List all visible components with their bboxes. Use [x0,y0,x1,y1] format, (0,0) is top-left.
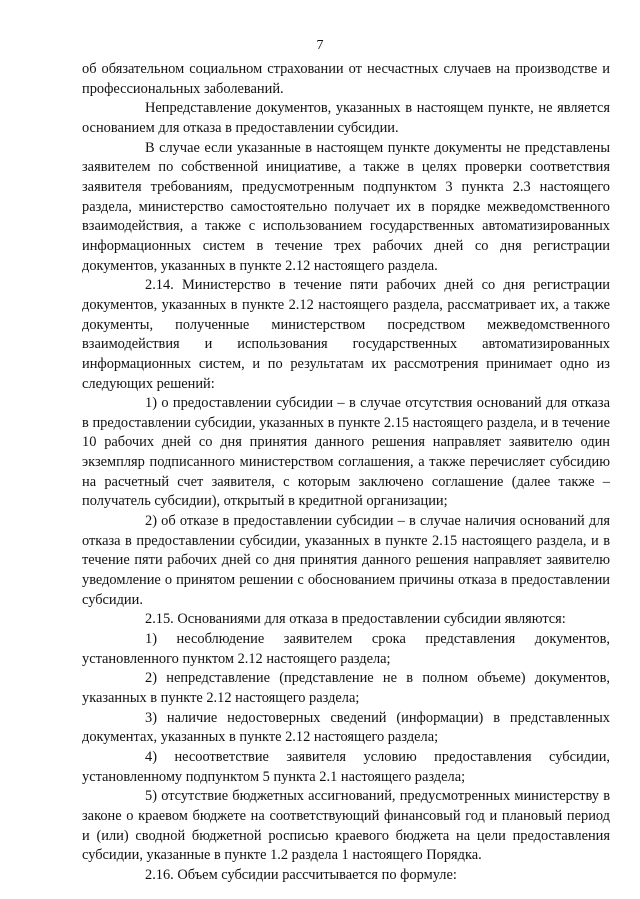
list-item: 5) отсутствие бюджетных ассигнований, предусмотренных министерству в законе о краевом бюджете на соответствующий финансовый год и плановый период и (или) сводной бюджетной росписью краевого бюджета на цели предоставления субсидии, указанные в пункте 1.2 раздела 1 настоящего Порядка. [82,788,610,864]
list-item: 4) несоответствие заявителя условию предоставления субсидии, установленному подпунктом 5 пункта 2.1 настоящего раздела; [82,748,610,785]
paragraph-clause-2-16: 2.16. Объем субсидии рассчитывается по формуле: [145,866,457,883]
page-number: 7 [316,38,324,53]
list-item: 1) о предоставлении субсидии – в случае отсутствия оснований для отказа в предоставлении субсидии, указанных в пункте 2.15 настоящего раздела, и в течение 10 рабочих дней со дня принятия данного решения направляет заявителю один экземпляр подписанного министерством соглашения, а также перечисляет субсидию на расчетный счет заявителя, с которым заключено соглашение (далее также – получатель субсидии), открытый в кредитной организации; [82,395,610,510]
paragraph-continuation: об обязательном социальном страховании от несчастных случаев на производстве и профессиональных заболеваний. [82,61,610,97]
list-item: 2) непредставление (представление не в полном объеме) документов, указанных в пункте 2.12 настоящего раздела; [82,670,610,706]
document-body [82,60,610,886]
paragraph-clause-2-15: 2.15. Основаниями для отказа в предоставлении субсидии являются: [145,611,566,628]
list-item: 3) наличие недостоверных сведений (информации) в представленных документах, указанных в пункте 2.12 настоящего раздела; [82,709,610,746]
list-item: 1) несоблюдение заявителем срока представления документов, установленного пунктом 2.12 настоящего раздела; [82,631,610,667]
list-item: 2) об отказе в предоставлении субсидии – в случае наличия оснований для отказа в предоставлении субсидии, указанных в пункте 2.15 настоящего раздела, и в течение пяти рабочих дней со дня принятия данного решения направляет заявителю уведомление о принятом решении с обоснованием причины отказа в предоставлении субсидии. [82,513,610,608]
paragraph: В случае если указанные в настоящем пункте документы не представлены заявителем по собственной инициативе, а также в целях проверки соответствия заявителя требованиям, предусмотренным подпунктом 3 пункта 2.3 настоящего раздела, министерство самостоятельно получает их в порядке межведомственного взаимодействия, а также с использованием государственных автоматизированных информационных систем в течение трех рабочих дней со дня регистрации документов, указанных в пункте 2.12 настоящего раздела. [82,139,610,274]
paragraph: Непредставление документов, указанных в настоящем пункте, не является основанием для отказа в предоставлении субсидии. [82,100,610,136]
paragraph-clause-2-14: 2.14. Министерство в течение пяти рабочих дней со дня регистрации документов, указанных в пункте 2.12 настоящего раздела, рассматривает их, а также документы, полученные министерством посредством межведомственного взаимодействия и использования государственных автоматизированных информационных систем, и по результатам их рассмотрения принимает одно из следующих решений: [82,277,610,392]
